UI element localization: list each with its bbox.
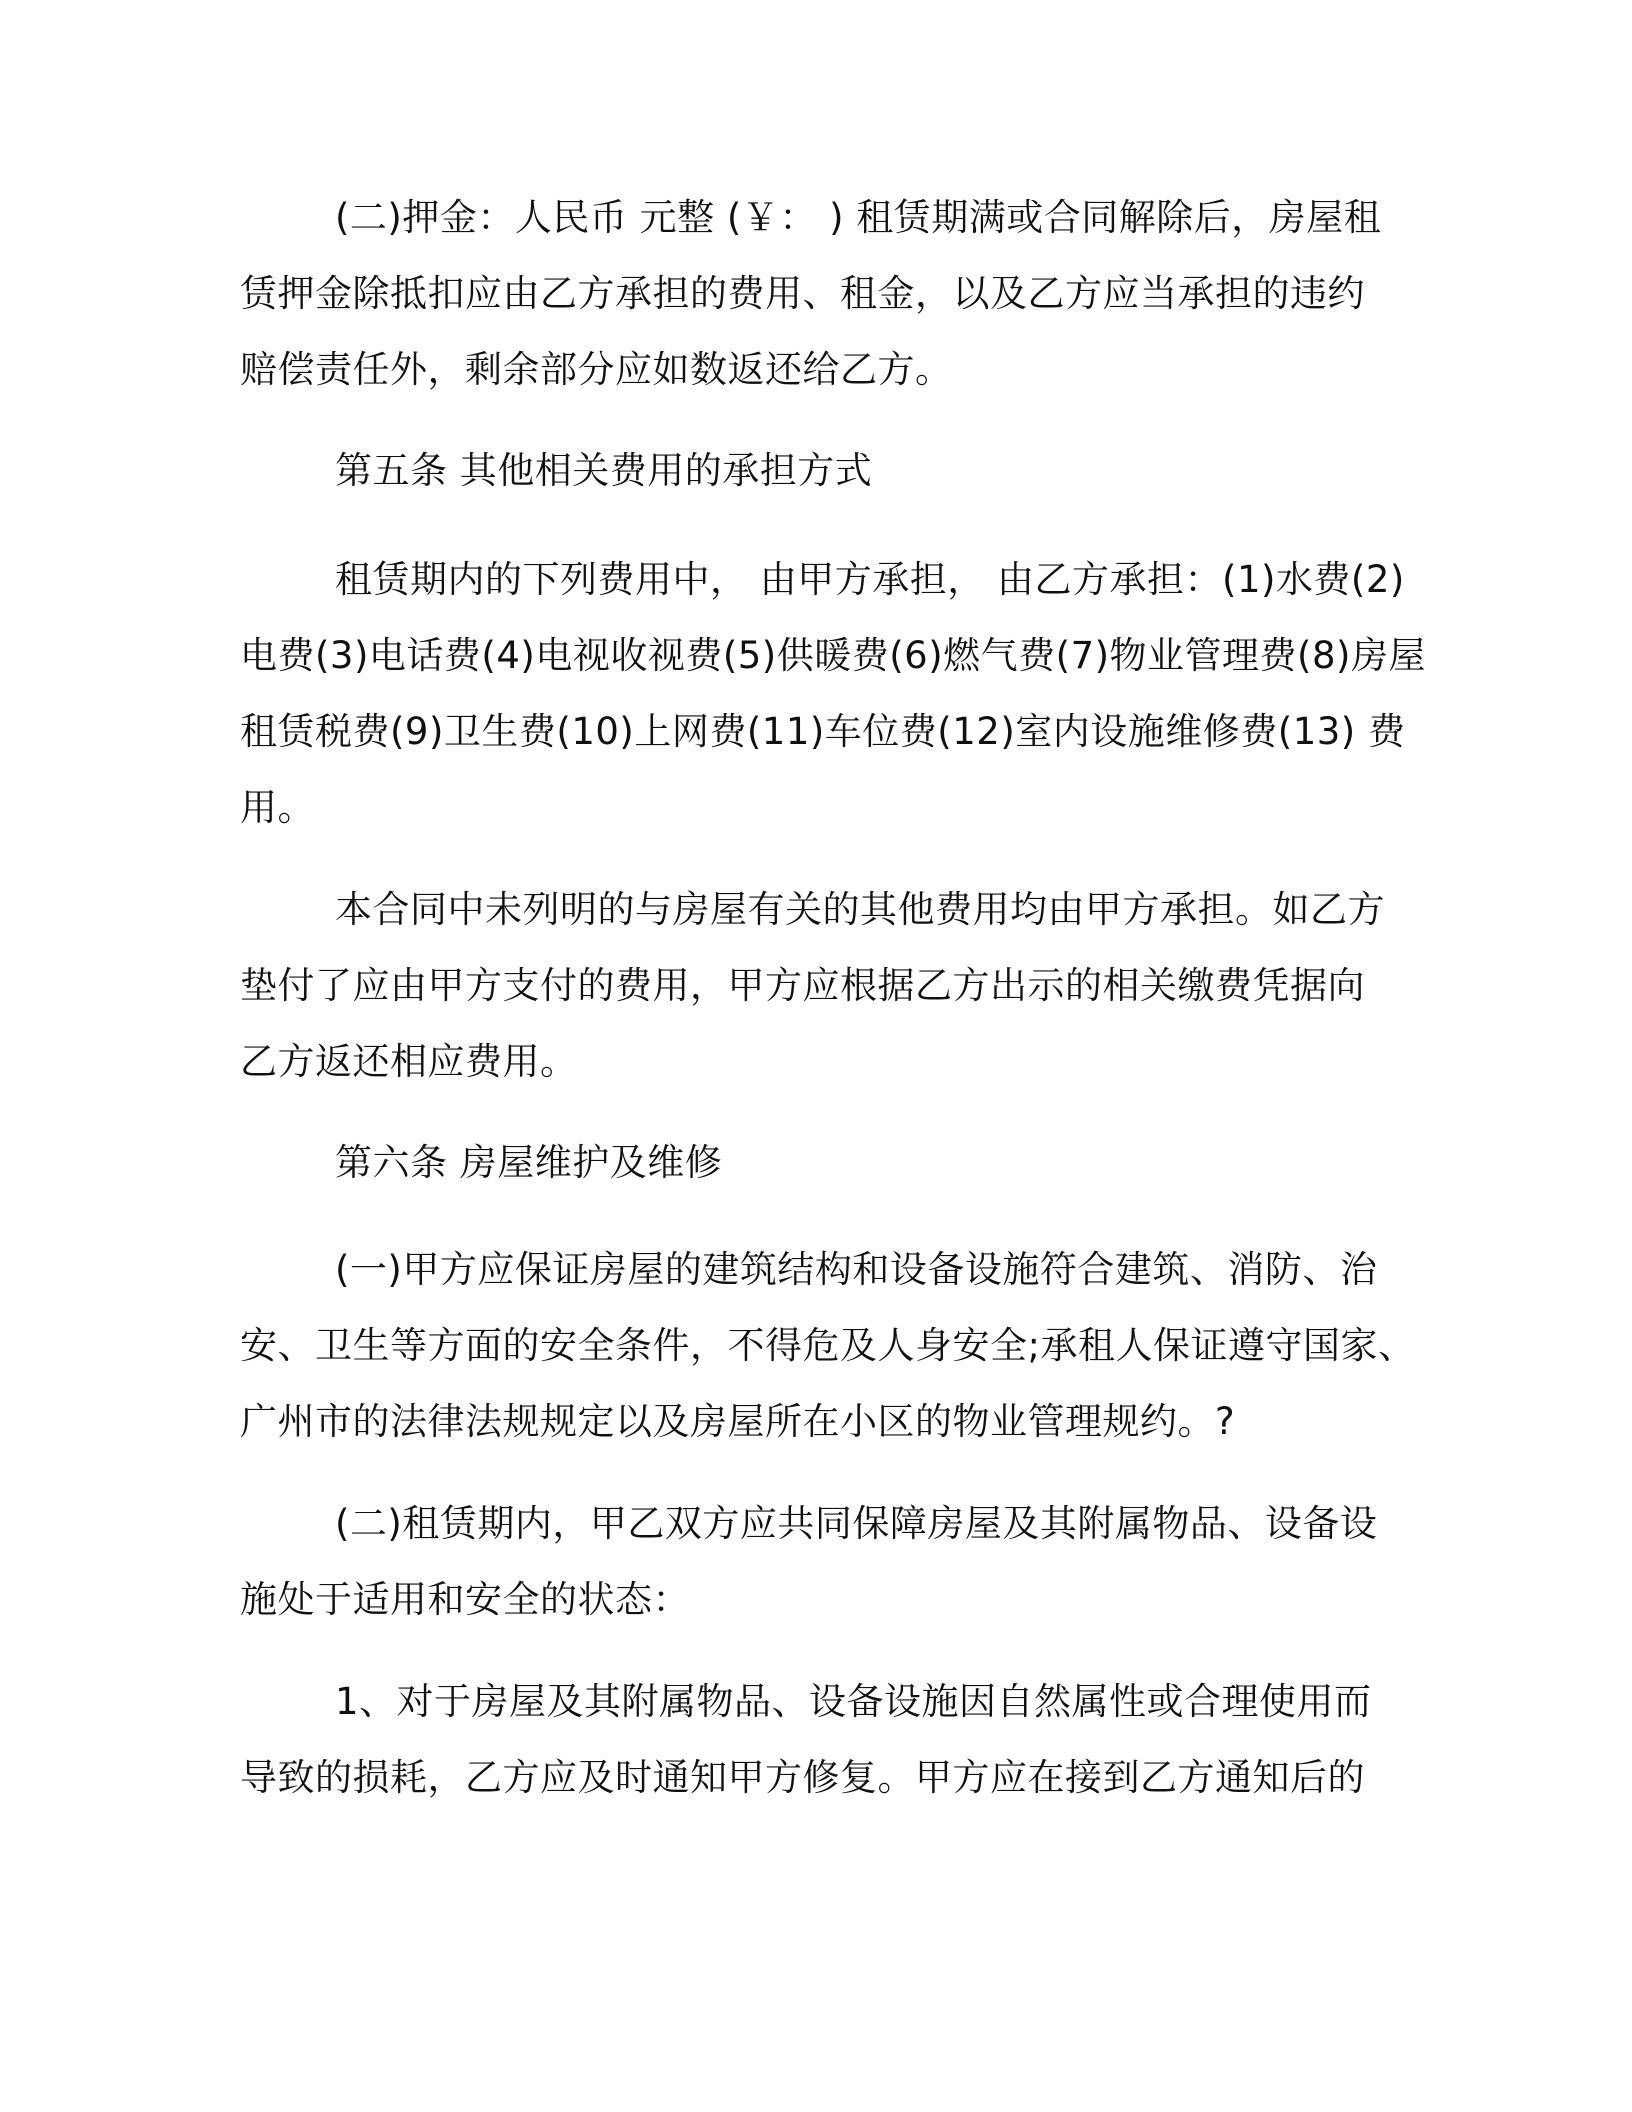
fees-paragraph-line-3: 租赁税费(9)卫生费(10)上网费(11)车位费(12)室内设施维修费(13) 费: [240, 710, 1406, 753]
article-5-heading: 第五条 其他相关费用的承担方式: [335, 449, 873, 492]
deposit-paragraph-line-2: 赁押金除抵扣应由乙方承担的费用、租金，以及乙方应当承担的违约: [240, 272, 1365, 315]
fees-paragraph-line-4: 用。: [240, 786, 315, 829]
other-fees-paragraph-line-1: 本合同中未列明的与房屋有关的其他费用均由甲方承担。如乙方: [335, 888, 1385, 931]
fees-paragraph-line-2: 电费(3)电话费(4)电视收视费(5)供暖费(6)燃气费(7)物业管理费(8)房屋: [240, 634, 1426, 677]
maintenance-2-line-2: 施处于适用和安全的状态：: [240, 1578, 690, 1621]
other-fees-paragraph-line-3: 乙方返还相应费用。: [240, 1040, 578, 1083]
deposit-paragraph-line-1: (二)押金：人民币 元整 (￥： ) 租赁期满或合同解除后，房屋租: [335, 196, 1382, 239]
deposit-paragraph-line-3: 赔偿责任外，剩余部分应如数返还给乙方。: [240, 348, 953, 391]
maintenance-item-1-line-1: 1、对于房屋及其附属物品、设备设施因自然属性或合理使用而: [335, 1680, 1372, 1723]
other-fees-paragraph-line-2: 垫付了应由甲方支付的费用，甲方应根据乙方出示的相关缴费凭据向: [240, 964, 1365, 1007]
article-6-heading: 第六条 房屋维护及维修: [335, 1141, 723, 1184]
maintenance-item-1-line-2: 导致的损耗，乙方应及时通知甲方修复。甲方应在接到乙方通知后的: [240, 1756, 1365, 1799]
maintenance-1-line-2: 安、卫生等方面的安全条件，不得危及人身安全;承租人保证遵守国家、: [240, 1324, 1416, 1367]
maintenance-2-line-1: (二)租赁期内，甲乙双方应共同保障房屋及其附属物品、设备设: [335, 1502, 1378, 1545]
maintenance-1-line-1: (一)甲方应保证房屋的建筑结构和设备设施符合建筑、消防、治: [335, 1248, 1378, 1291]
maintenance-1-line-3: 广州市的法律法规规定以及房屋所在小区的物业管理规约。?: [240, 1400, 1236, 1443]
fees-paragraph-line-1: 租赁期内的下列费用中， 由甲方承担， 由乙方承担：(1)水费(2): [335, 558, 1405, 601]
